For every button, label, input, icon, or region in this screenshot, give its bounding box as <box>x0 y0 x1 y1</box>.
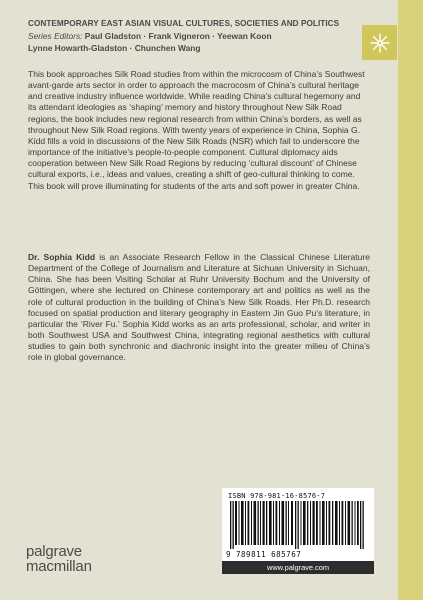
publisher-logo <box>26 544 92 574</box>
series-editors <box>28 31 358 54</box>
barcode-digits: 9 789811 685767 <box>226 550 302 559</box>
publisher-logo-line-1: palgrave <box>26 543 82 560</box>
publisher-website[interactable]: www.palgrave.com <box>222 561 374 574</box>
author-bio-text: is an Associate Research Fellow in the Classical Chinese Literature Department of the College of Journalism and Literature at Sichuan University in Sichuan, China. She has been Visiting Scholar at Ruhr University Bochum and the University of Göttingen, where she lectured on Chinese contemporary art and politics as well as the role of cultural production in the building of China’s New Silk Roads. Her Ph.D. research focused on spatial production and literary geography in Eastern Jin Guo Pu’s literature, in particular the ‘River Fu.’ Sophia Kidd works as an arts professional, scholar, and writer in both Southwest USA and Southwest China, integrating regional aesthetics with cultural studies to gain both synchronic and diachronic insight into the greater milieu of China’s role in global governance. <box>28 252 370 363</box>
series-editors-names-1: Paul Gladston · Frank Vigneron · Yeewan Koon <box>84 31 272 41</box>
book-description: This book approaches Silk Road studies from within the microcosm of China’s Southwest avant-garde arts sector in order to approach the macrocosm of China’s cultural heritage and creative industry influence worldwide. While reading China’s cultural hegemony and its attendant ideologies as ‘shaping’ memory and history throughout New Silk Road regions, the book includes new regional research from within China’s borders, as well as throughout New Silk Road regions. With twenty years of experience in China, Sophia G. Kidd fills a void in discussions of the New Silk Roads (NSR) which fail to underscore the importance of the initiative’s people-to-people component. Cultural diplomacy aids cooperation between New Silk Road Regions by reducing ‘cultural discount’ of Chinese cultural exports, i.e., ideas and values, creating a shift of geo-cultural thinking to come. This book will prove illuminating for students of the arts and soft power in greater China. <box>28 69 365 191</box>
palgrave-star-logo-icon <box>369 32 391 54</box>
palgrave-logo-box <box>362 25 397 60</box>
publisher-logo-line-2: macmillan <box>26 558 92 575</box>
series-editors-label: Series Editors: <box>28 31 83 41</box>
author-bio <box>28 252 370 364</box>
author-name: Dr. Sophia Kidd <box>28 252 96 262</box>
isbn-barcode-box <box>222 488 374 561</box>
series-editors-names-2: Lynne Howarth-Gladston · Chunchen Wang <box>28 42 201 53</box>
isbn-label: ISBN 978-981-16-8576-7 <box>228 492 326 500</box>
series-title: CONTEMPORARY EAST ASIAN VISUAL CULTURES, SOCIETIES AND POLITICS <box>28 19 340 28</box>
series-editors-line-1 <box>28 31 358 43</box>
spine-strip <box>398 0 423 600</box>
barcode-icon <box>228 501 368 549</box>
